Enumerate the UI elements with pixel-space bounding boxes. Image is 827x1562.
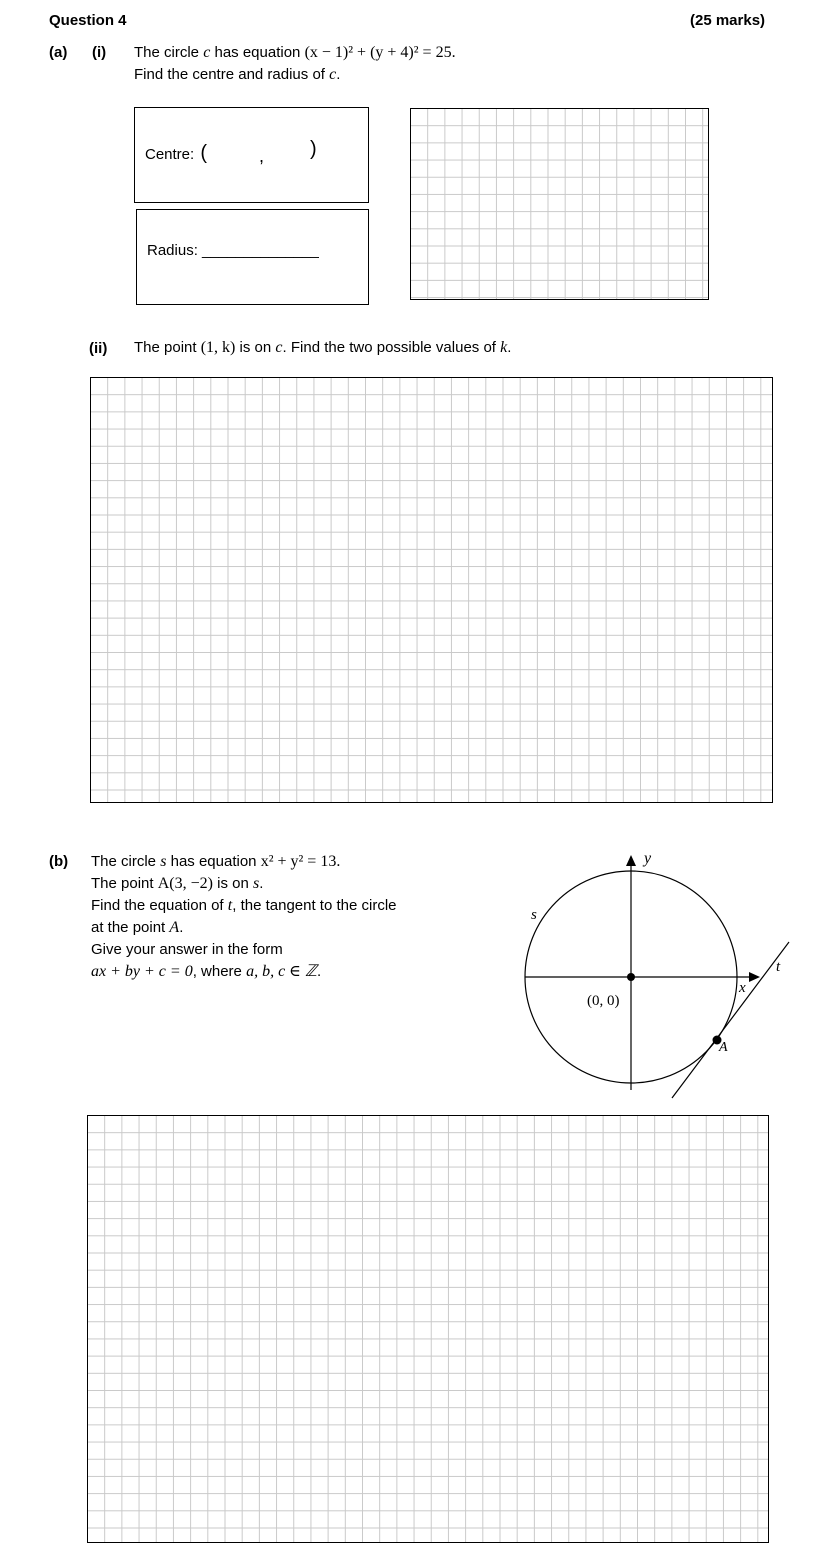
var-c-2: c xyxy=(329,66,337,83)
part-a-label: (a) xyxy=(49,44,68,61)
work-grid-a-i[interactable] xyxy=(410,108,709,300)
open-paren: ( xyxy=(200,142,208,164)
var-s-2: s xyxy=(252,875,260,892)
centre-label-row xyxy=(145,142,207,165)
var-t: t xyxy=(227,897,233,914)
label-y: y xyxy=(644,850,652,867)
circle-s-equation: x² + y² = 13. xyxy=(260,853,341,870)
part-b-text xyxy=(91,851,397,983)
label-t: t xyxy=(776,959,781,975)
part-b-l6-mid: , where xyxy=(192,963,242,980)
part-b-label: (b) xyxy=(49,853,69,870)
part-a-ii-post: . Find the two possible values of xyxy=(282,339,496,356)
point-1-k: (1, k) xyxy=(200,339,236,356)
part-a-ii-pre: The point xyxy=(134,339,197,356)
part-a-ii-label: (ii) xyxy=(89,340,108,357)
part-a-i-line2: Find the centre and radius of xyxy=(134,66,325,83)
period-4: . xyxy=(179,919,184,936)
part-a-ii-mid: is on xyxy=(239,339,272,356)
work-grid-a-ii[interactable] xyxy=(90,377,773,803)
var-c: c xyxy=(203,44,211,61)
part-b-l5: Give your answer in the form xyxy=(91,941,283,958)
part-b-l2-pre: The point xyxy=(91,875,154,892)
part-a-i-text xyxy=(134,42,456,86)
label-x: x xyxy=(739,980,746,996)
radius-label: Radius: xyxy=(147,242,198,259)
integer-set: a, b, c ∈ ℤ xyxy=(246,963,317,980)
point-a: A(3, −2) xyxy=(157,875,213,892)
period-3: . xyxy=(259,875,264,892)
circle-c-equation: (x − 1)² + (y + 4)² = 25. xyxy=(304,44,456,61)
x-axis-arrow-icon xyxy=(749,972,760,982)
part-b-l1-pre: The circle xyxy=(91,853,157,870)
period-5: . xyxy=(316,963,322,980)
centre-label: Centre: xyxy=(145,146,195,163)
label-origin: (0, 0) xyxy=(587,993,620,1009)
y-axis-arrow-icon xyxy=(626,855,636,866)
part-a-i-label: (i) xyxy=(92,44,107,61)
circle-tangent-diagram xyxy=(515,845,800,1105)
marks-label: (25 marks) xyxy=(690,12,766,29)
centre-comma: , xyxy=(259,146,265,166)
close-paren: ) xyxy=(310,138,317,160)
var-k: k xyxy=(500,339,508,356)
part-a-ii-text xyxy=(134,339,511,357)
part-b-l1-mid: has equation xyxy=(170,853,257,870)
radius-answer-box[interactable] xyxy=(136,209,369,305)
work-grid-b[interactable] xyxy=(87,1115,769,1543)
part-b-l4-pre: at the point xyxy=(91,919,166,936)
tangent-line-t xyxy=(672,942,789,1098)
label-a: A xyxy=(719,1040,728,1055)
radius-label-row xyxy=(147,242,319,259)
question-title: Question 4 xyxy=(49,12,127,29)
origin-point xyxy=(627,973,635,981)
var-s: s xyxy=(160,853,167,870)
part-b-l3-end: , the tangent to the circle xyxy=(232,897,397,914)
radius-blank: ______________ xyxy=(202,242,319,259)
label-s: s xyxy=(531,907,537,923)
part-b-l2-mid: is on xyxy=(217,875,249,892)
line-form-equation: ax + by + c = 0 xyxy=(91,963,193,980)
period-2: . xyxy=(507,339,512,356)
var-c-3: c xyxy=(275,339,283,356)
period: . xyxy=(336,66,341,83)
var-a: A xyxy=(169,919,180,936)
part-a-i-text-pre: The circle xyxy=(134,44,200,61)
part-a-i-text-mid: has equation xyxy=(214,44,301,61)
part-b-l3: Find the equation of xyxy=(91,897,224,914)
centre-answer-box[interactable] xyxy=(134,107,369,203)
